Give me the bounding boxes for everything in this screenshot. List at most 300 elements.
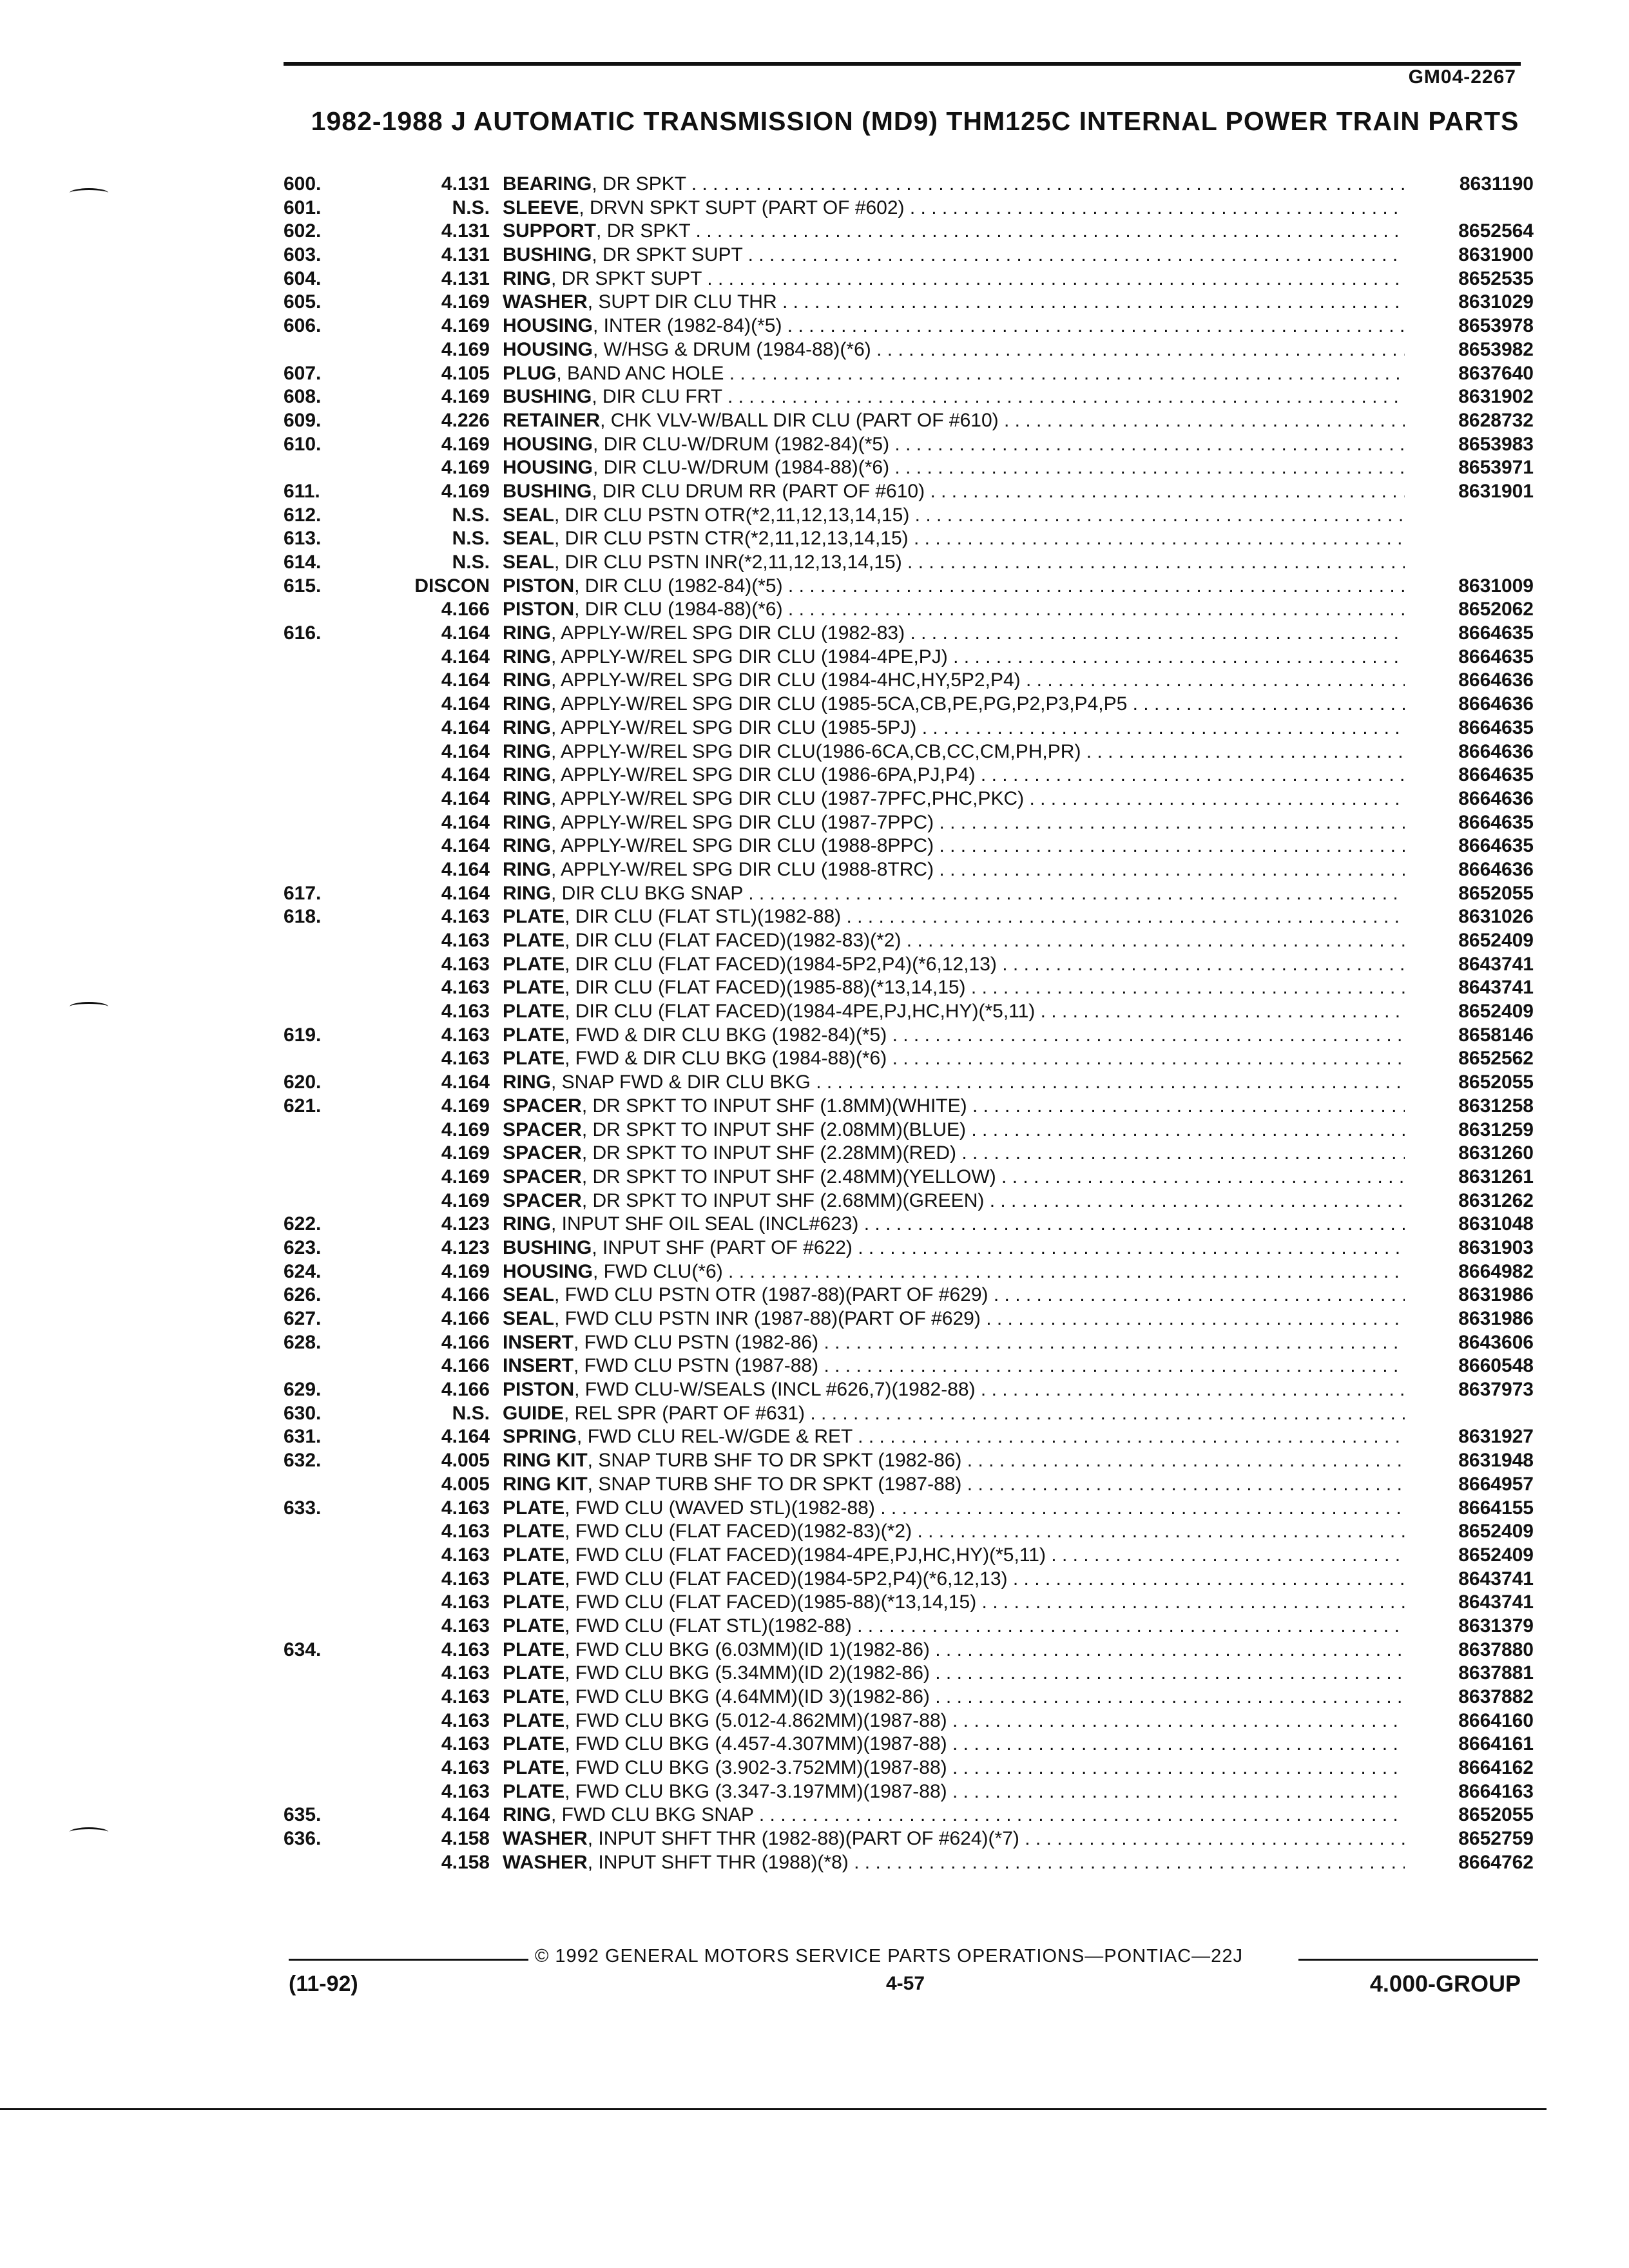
part-description — [503, 1686, 1405, 1709]
part-number: 8637880 — [1458, 1639, 1534, 1660]
part-number: 8637882 — [1458, 1686, 1534, 1707]
part-number: 8652409 — [1458, 1544, 1534, 1566]
parts-row — [284, 1402, 1534, 1426]
part-detail: , DR SPKT TO INPUT SHF (2.08MM)(BLUE) — [581, 1119, 967, 1140]
part-detail: , APPLY-W/REL SPG DIR CLU (1984-4PE,PJ) — [551, 646, 948, 668]
part-detail: , SUPT DIR CLU THR — [587, 291, 777, 313]
part-name: WASHER — [503, 1851, 588, 1873]
group-code: 4.164 — [441, 716, 490, 738]
parts-row — [284, 646, 1534, 669]
part-name: PLATE — [503, 1001, 565, 1023]
part-name: BUSHING — [503, 244, 592, 266]
part-detail: , W/HSG & DRUM (1984-88)(*6) — [593, 338, 871, 360]
part-name: PLATE — [503, 1615, 565, 1637]
item-number: 630. — [284, 1402, 322, 1424]
part-name: HOUSING — [503, 338, 593, 360]
group-code: 4.131 — [441, 244, 490, 266]
part-description — [503, 693, 1405, 716]
part-description — [503, 1568, 1405, 1591]
part-number: 8652564 — [1458, 220, 1534, 242]
parts-row — [284, 905, 1534, 929]
group-code: 4.166 — [441, 1308, 490, 1329]
footer-date: (11-92) — [289, 1972, 358, 1996]
part-description — [503, 1449, 1405, 1473]
binder-mark — [70, 1002, 108, 1012]
part-detail: , DIR CLU DRUM RR (PART OF #610) — [592, 480, 925, 502]
part-description — [503, 646, 1405, 669]
parts-row — [284, 1119, 1534, 1142]
parts-row — [284, 669, 1534, 693]
part-name: PISTON — [503, 599, 575, 620]
part-number: 8664982 — [1458, 1260, 1534, 1282]
group-code: 4.169 — [441, 433, 490, 455]
parts-row — [284, 834, 1534, 858]
part-number: 8652409 — [1458, 1521, 1534, 1542]
footer-rule-right — [1298, 1959, 1538, 1961]
part-description — [503, 314, 1405, 338]
group-code: 4.163 — [441, 1568, 490, 1590]
part-number: 8664636 — [1458, 669, 1534, 691]
part-number: 8637973 — [1458, 1379, 1534, 1401]
part-description — [503, 1544, 1405, 1568]
group-code: 4.105 — [441, 362, 490, 384]
item-number: 619. — [284, 1024, 322, 1046]
part-detail: , FWD CLU-W/SEALS (INCL #626,7)(1982-88) — [574, 1379, 976, 1401]
part-detail: , APPLY-W/REL SPG DIR CLU (1982-83) — [551, 622, 905, 644]
group-code: 4.163 — [441, 1757, 490, 1779]
part-description — [503, 1827, 1405, 1851]
item-number: 608. — [284, 386, 322, 408]
part-number: 8664636 — [1458, 858, 1534, 880]
part-detail: , FWD CLU BKG (5.34MM)(ID 2)(1982-86) — [564, 1662, 930, 1684]
part-detail: , DIR CLU (1984-88)(*6) — [574, 599, 783, 620]
part-description — [503, 1473, 1405, 1497]
part-number: 8652409 — [1458, 930, 1534, 951]
part-number: 8631258 — [1458, 1095, 1534, 1117]
part-description — [503, 1071, 1405, 1095]
part-detail: , FWD CLU BKG (3.347-3.197MM)(1987-88) — [564, 1780, 947, 1802]
part-detail: , DIR CLU (FLAT FACED)(1984-4PE,PJ,HC,HY)(*5,11) — [564, 1001, 1036, 1023]
part-description — [503, 173, 1405, 197]
part-name: SEAL — [503, 552, 555, 573]
part-number: 8660548 — [1458, 1355, 1534, 1377]
part-description — [503, 1236, 1405, 1260]
group-code: 4.131 — [441, 267, 490, 289]
part-detail: , FWD CLU(*6) — [593, 1260, 723, 1282]
part-description — [503, 1851, 1405, 1875]
group-code: 4.164 — [441, 669, 490, 691]
part-description — [503, 1402, 1405, 1426]
item-number: 600. — [284, 173, 322, 195]
parts-row — [284, 551, 1534, 575]
parts-row — [284, 1000, 1534, 1024]
part-detail: , APPLY-W/REL SPG DIR CLU (1988-8PPC) — [551, 835, 934, 857]
item-number: 626. — [284, 1284, 322, 1306]
parts-row — [284, 811, 1534, 835]
group-code: 4.163 — [441, 1024, 490, 1046]
part-detail: , DR SPKT TO INPUT SHF (2.48MM)(YELLOW) — [581, 1166, 996, 1187]
part-name: SPRING — [503, 1426, 577, 1448]
group-code: 4.164 — [441, 740, 490, 762]
group-code: N.S. — [452, 528, 490, 550]
parts-row — [284, 1827, 1534, 1851]
part-description — [503, 1189, 1405, 1213]
part-detail: , DR SPKT SUPT — [551, 267, 702, 289]
part-name: RING — [503, 740, 551, 762]
document-id: GM04-2267 — [1408, 66, 1516, 88]
part-number: 8664635 — [1458, 622, 1534, 644]
part-description — [503, 1000, 1405, 1024]
group-code: 4.163 — [441, 1733, 490, 1755]
part-description — [503, 1803, 1405, 1827]
group-code: 4.169 — [441, 1260, 490, 1282]
parts-row — [284, 693, 1534, 716]
footer-copyright: © 1992 GENERAL MOTORS SERVICE PARTS OPERATIONS—PONTIAC—22J — [535, 1946, 1243, 1966]
part-number: 8637881 — [1458, 1662, 1534, 1684]
group-code: 4.163 — [441, 1780, 490, 1802]
part-description — [503, 433, 1405, 457]
part-description — [503, 1520, 1405, 1544]
part-name: INSERT — [503, 1331, 574, 1353]
group-code: 4.169 — [441, 291, 490, 313]
part-number: 8653971 — [1458, 457, 1534, 479]
part-description — [503, 1047, 1405, 1071]
group-code: 4.163 — [441, 977, 490, 999]
part-name: PLATE — [503, 1709, 565, 1731]
item-number: 616. — [284, 622, 322, 644]
part-name: BUSHING — [503, 386, 592, 408]
item-number: 620. — [284, 1072, 322, 1093]
part-name: RING — [503, 858, 551, 880]
group-code: DISCON — [414, 575, 490, 597]
group-code: 4.169 — [441, 480, 490, 502]
part-detail: , DIR CLU FRT — [592, 386, 722, 408]
part-number: 8631379 — [1458, 1615, 1534, 1637]
parts-row — [284, 1733, 1534, 1756]
part-description — [503, 716, 1405, 740]
part-detail: , APPLY-W/REL SPG DIR CLU (1985-5PJ) — [551, 716, 917, 738]
part-number: 8652062 — [1458, 599, 1534, 620]
parts-row — [284, 291, 1534, 314]
part-number: 8643741 — [1458, 1591, 1534, 1613]
part-number: 8631902 — [1458, 386, 1534, 408]
group-code: 4.163 — [441, 1048, 490, 1070]
parts-row — [284, 1568, 1534, 1591]
part-detail: , FWD CLU PSTN (1987-88) — [574, 1355, 819, 1377]
part-detail: , INPUT SHFT THR (1982-88)(PART OF #624)(*7) — [587, 1828, 1019, 1850]
part-description — [503, 1425, 1405, 1449]
part-detail: , DR SPKT TO INPUT SHF (1.8MM)(WHITE) — [581, 1095, 967, 1117]
parts-row — [284, 1449, 1534, 1473]
parts-row — [284, 409, 1534, 433]
page-title: 1982-1988 J AUTOMATIC TRANSMISSION (MD9) THM125C INTERNAL POWER TRAIN PARTS — [311, 106, 1519, 136]
parts-row — [284, 1283, 1534, 1307]
parts-row — [284, 362, 1534, 386]
parts-row — [284, 858, 1534, 882]
part-description — [503, 409, 1405, 433]
part-description — [503, 622, 1405, 646]
part-detail: , FWD CLU PSTN OTR (1987-88)(PART OF #629) — [554, 1284, 988, 1306]
part-name: SPACER — [503, 1119, 582, 1140]
part-detail: , FWD CLU (FLAT STL)(1982-88) — [564, 1615, 852, 1637]
group-code: 4.163 — [441, 906, 490, 928]
part-description — [503, 1591, 1405, 1615]
parts-row — [284, 1591, 1534, 1615]
group-code: N.S. — [452, 197, 490, 218]
part-detail: , FWD CLU (FLAT FACED)(1984-4PE,PJ,HC,HY)(*5,11) — [564, 1544, 1046, 1566]
part-description — [503, 764, 1405, 787]
parts-row — [284, 504, 1534, 528]
part-name: SEAL — [503, 1308, 555, 1329]
part-detail: , DIR CLU (FLAT FACED)(1985-88)(*13,14,15) — [564, 977, 966, 999]
part-description — [503, 1307, 1405, 1331]
group-code: 4.169 — [441, 1095, 490, 1117]
part-detail: , DR SPKT TO INPUT SHF (2.68MM)(GREEN) — [581, 1189, 985, 1211]
part-number: 8652409 — [1458, 1001, 1534, 1023]
part-description — [503, 598, 1405, 622]
parts-row — [284, 1024, 1534, 1048]
parts-row — [284, 456, 1534, 480]
part-detail: , FWD CLU BKG (4.64MM)(ID 3)(1982-86) — [564, 1686, 930, 1707]
group-code: 4.169 — [441, 338, 490, 360]
part-detail: , DR SPKT — [596, 220, 691, 242]
parts-row — [284, 575, 1534, 599]
part-description — [503, 1615, 1405, 1639]
group-code: 4.163 — [441, 1544, 490, 1566]
group-code: 4.163 — [441, 953, 490, 975]
part-description — [503, 858, 1405, 882]
group-code: 4.169 — [441, 1142, 490, 1164]
part-number: 8664155 — [1458, 1497, 1534, 1519]
part-name: RING KIT — [503, 1450, 588, 1472]
part-number: 8652055 — [1458, 1804, 1534, 1826]
part-description — [503, 267, 1405, 291]
part-description — [503, 669, 1405, 693]
part-description — [503, 1639, 1405, 1662]
part-detail: , FWD CLU BKG (6.03MM)(ID 1)(1982-86) — [564, 1639, 930, 1660]
group-code: 4.166 — [441, 1355, 490, 1377]
parts-row — [284, 1213, 1534, 1236]
group-code: 4.131 — [441, 173, 490, 195]
item-number: 624. — [284, 1260, 322, 1282]
group-code: 4.005 — [441, 1473, 490, 1495]
parts-row — [284, 385, 1534, 409]
part-name: WASHER — [503, 1828, 588, 1850]
part-number: 8631009 — [1458, 575, 1534, 597]
part-number: 8664957 — [1458, 1473, 1534, 1495]
parts-row — [284, 929, 1534, 953]
part-detail: , APPLY-W/REL SPG DIR CLU (1984-4HC,HY,5P2,P4) — [551, 669, 1021, 691]
part-name: SUPPORT — [503, 220, 597, 242]
item-number: 609. — [284, 409, 322, 431]
part-number: 8664636 — [1458, 787, 1534, 809]
parts-row — [284, 1544, 1534, 1568]
group-code: 4.169 — [441, 1166, 490, 1187]
parts-row — [284, 1260, 1534, 1284]
part-number: 8658146 — [1458, 1024, 1534, 1046]
part-detail: , SNAP TURB SHF TO DR SPKT (1987-88) — [587, 1473, 962, 1495]
part-name: BUSHING — [503, 480, 592, 502]
part-detail: , REL SPR (PART OF #631) — [564, 1402, 805, 1424]
parts-row — [284, 1520, 1534, 1544]
part-description — [503, 338, 1405, 362]
group-code: N.S. — [452, 504, 490, 526]
part-number: 8652055 — [1458, 882, 1534, 904]
part-name: SEAL — [503, 1284, 555, 1306]
parts-row — [284, 1189, 1534, 1213]
part-name: RING — [503, 646, 551, 668]
group-code: 4.169 — [441, 386, 490, 408]
part-description — [503, 575, 1405, 599]
part-name: PLATE — [503, 1497, 565, 1519]
part-name: RING — [503, 716, 551, 738]
part-number: 8652759 — [1458, 1828, 1534, 1850]
part-number: 8631986 — [1458, 1284, 1534, 1306]
part-description — [503, 929, 1405, 953]
part-detail: , FWD CLU (FLAT FACED)(1985-88)(*13,14,15) — [564, 1591, 977, 1613]
parts-row — [284, 1780, 1534, 1804]
group-code: 4.164 — [441, 646, 490, 668]
group-code: 4.164 — [441, 882, 490, 904]
part-description — [503, 740, 1405, 764]
parts-list — [284, 173, 1534, 1875]
part-number: 8643741 — [1458, 1568, 1534, 1590]
part-detail: , FWD CLU REL-W/GDE & RET — [577, 1426, 853, 1448]
part-description — [503, 1354, 1405, 1378]
parts-row — [284, 1497, 1534, 1521]
item-number: 614. — [284, 552, 322, 573]
item-number: 615. — [284, 575, 322, 597]
group-code: 4.164 — [441, 622, 490, 644]
part-description — [503, 1331, 1405, 1355]
part-name: RING — [503, 835, 551, 857]
part-detail: , FWD CLU (FLAT FACED)(1984-5P2,P4)(*6,12,13) — [564, 1568, 1008, 1590]
part-description — [503, 811, 1405, 835]
footer-page-number: 4-57 — [886, 1973, 925, 1994]
part-number: 8652055 — [1458, 1072, 1534, 1093]
part-description — [503, 1756, 1405, 1780]
item-number: 603. — [284, 244, 322, 266]
part-description — [503, 882, 1405, 906]
part-detail: , FWD & DIR CLU BKG (1982-84)(*5) — [564, 1024, 887, 1046]
part-detail: , DIR CLU (FLAT FACED)(1984-5P2,P4)(*6,12,13) — [564, 953, 997, 975]
part-number: 8631901 — [1458, 480, 1534, 502]
parts-row — [284, 1095, 1534, 1119]
part-detail: , DR SPKT TO INPUT SHF (2.28MM)(RED) — [581, 1142, 957, 1164]
part-number: 8631903 — [1458, 1236, 1534, 1258]
binder-mark — [70, 1827, 108, 1837]
part-name: PLATE — [503, 1757, 565, 1779]
part-name: GUIDE — [503, 1402, 564, 1424]
group-code: 4.169 — [441, 1119, 490, 1140]
item-number: 618. — [284, 906, 322, 928]
part-number: 8664635 — [1458, 811, 1534, 833]
item-number: 617. — [284, 882, 322, 904]
part-description — [503, 953, 1405, 977]
parts-row — [284, 1615, 1534, 1639]
group-code: 4.158 — [441, 1851, 490, 1873]
parts-row — [284, 1851, 1534, 1875]
parts-row — [284, 1803, 1534, 1827]
group-code: 4.163 — [441, 1591, 490, 1613]
part-detail: , FWD CLU PSTN (1982-86) — [574, 1331, 819, 1353]
parts-row — [284, 527, 1534, 551]
part-detail: , DIR CLU (FLAT FACED)(1982-83)(*2) — [564, 930, 901, 951]
part-description — [503, 1213, 1405, 1236]
part-number: 8631986 — [1458, 1308, 1534, 1329]
part-name: SPACER — [503, 1142, 582, 1164]
part-name: SEAL — [503, 504, 555, 526]
parts-row — [284, 882, 1534, 906]
part-number: 8653978 — [1458, 315, 1534, 337]
group-code: 4.163 — [441, 1497, 490, 1519]
item-number: 605. — [284, 291, 322, 313]
part-number: 8643741 — [1458, 977, 1534, 999]
group-code: 4.164 — [441, 787, 490, 809]
parts-row — [284, 764, 1534, 787]
part-name: PLATE — [503, 1686, 565, 1707]
part-number: 8631927 — [1458, 1426, 1534, 1448]
group-code: 4.169 — [441, 457, 490, 479]
part-number: 8652562 — [1458, 1048, 1534, 1070]
parts-row — [284, 1756, 1534, 1780]
parts-row — [284, 976, 1534, 1000]
group-code: 4.169 — [441, 315, 490, 337]
parts-row — [284, 1639, 1534, 1662]
parts-row — [284, 338, 1534, 362]
part-description — [503, 1378, 1405, 1402]
part-detail: , APPLY-W/REL SPG DIR CLU (1986-6PA,PJ,P4) — [551, 764, 976, 786]
part-name: PLATE — [503, 1662, 565, 1684]
part-number: 8631262 — [1458, 1189, 1534, 1211]
part-description — [503, 1709, 1405, 1733]
part-name: HOUSING — [503, 433, 593, 455]
part-name: BUSHING — [503, 1236, 592, 1258]
part-name: SPACER — [503, 1189, 582, 1211]
parts-row — [284, 953, 1534, 977]
group-code: 4.169 — [441, 1189, 490, 1211]
part-name: BEARING — [503, 173, 592, 195]
part-name: PLATE — [503, 1568, 565, 1590]
part-name: HOUSING — [503, 1260, 593, 1282]
item-number: 612. — [284, 504, 322, 526]
part-description — [503, 1260, 1405, 1284]
item-number: 634. — [284, 1639, 322, 1660]
part-name: RING — [503, 787, 551, 809]
part-detail: , DIR CLU PSTN CTR(*2,11,12,13,14,15) — [554, 528, 909, 550]
part-description — [503, 480, 1405, 504]
bottom-scan-line — [0, 2108, 1547, 2110]
group-code: 4.164 — [441, 1804, 490, 1826]
part-name: RING KIT — [503, 1473, 588, 1495]
part-detail: , INPUT SHF OIL SEAL (INCL#623) — [551, 1213, 859, 1235]
part-detail: , DR SPKT SUPT — [592, 244, 743, 266]
item-number: 623. — [284, 1236, 322, 1258]
group-code: 4.158 — [441, 1828, 490, 1850]
part-description — [503, 197, 1405, 220]
item-number: 632. — [284, 1450, 322, 1472]
part-detail: , INPUT SHF (PART OF #622) — [592, 1236, 853, 1258]
part-detail: , APPLY-W/REL SPG DIR CLU (1987-7PFC,PHC,PKC) — [551, 787, 1025, 809]
part-detail: , FWD CLU PSTN INR (1987-88)(PART OF #629) — [554, 1308, 981, 1329]
part-name: PLATE — [503, 1733, 565, 1755]
top-rule — [284, 62, 1521, 66]
part-number: 8664160 — [1458, 1709, 1534, 1731]
part-detail: , FWD CLU (WAVED STL)(1982-88) — [564, 1497, 875, 1519]
part-number: 8631948 — [1458, 1450, 1534, 1472]
part-name: SPACER — [503, 1095, 582, 1117]
item-number: 601. — [284, 197, 322, 218]
